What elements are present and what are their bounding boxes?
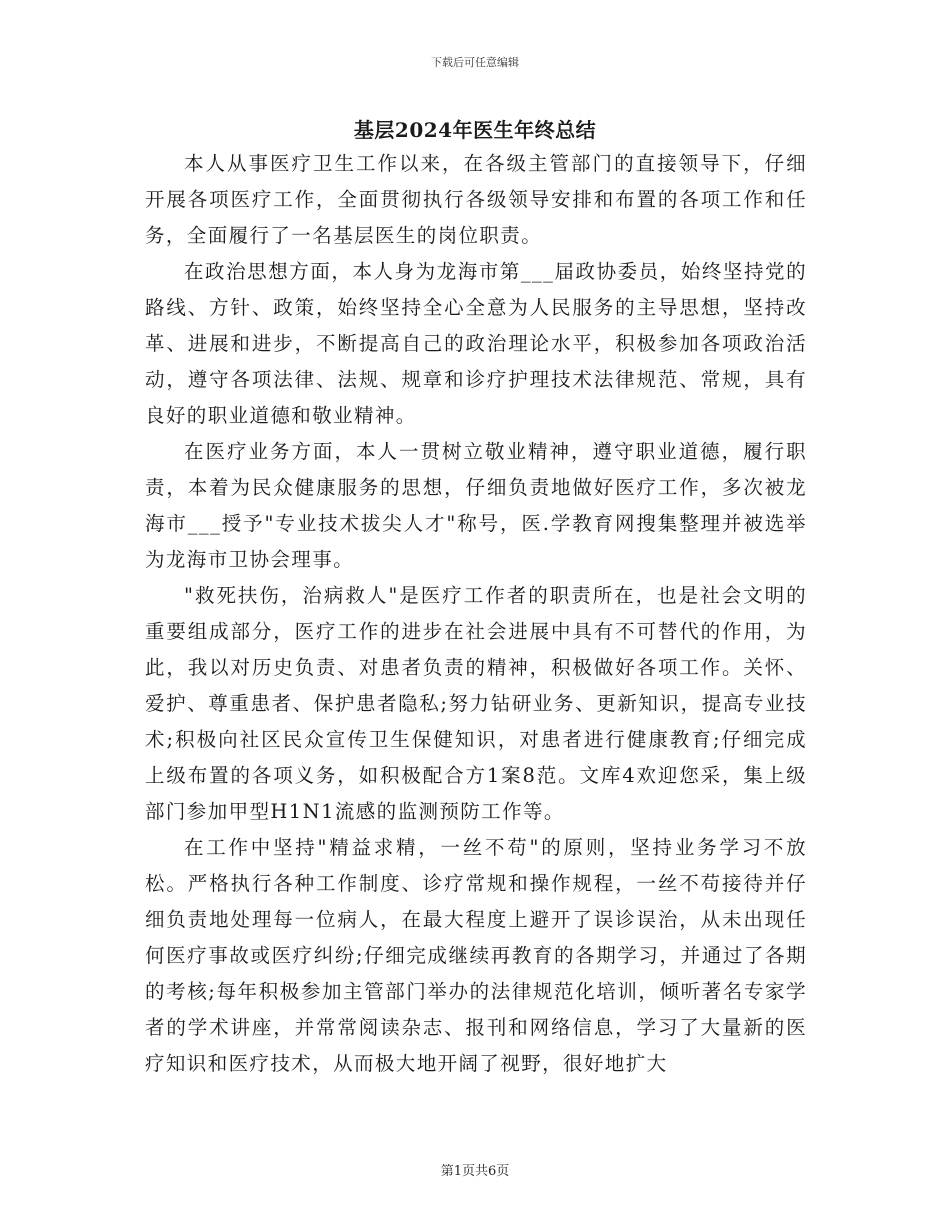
paragraph-principles: 在工作中坚持"精益求精，一丝不苟"的原则，坚持业务学习不放松。严格执行各种工作制度、诊疗常规和操作规程，一丝不苟接待并仔细负责地处理每一位病人，在最大程度上避开了误诊误治，从未出现任何医疗事故或医疗纠纷;仔细完成继续再教育的各期学习，并通过了各期的考核;每年积极参加主管部门举办的法律规范化培训，倾听著名专家学者的学术讲座，并常常阅读杂志、报刊和网络信息，学习了大量新的医疗知识和医疗技术，从而极大地开阔了视野，很好地扩大	[145, 836, 807, 1075]
paragraph-medical-work: 在医疗业务方面，本人一贯树立敬业精神，遵守职业道德，履行职责，本着为民众健康服务的思想，仔细负责地做好医疗工作，多次被龙海市___授予"专业技术拔尖人才"称号，医.学教育网搜集整理并被选举为龙海市卫协会理事。	[145, 440, 807, 571]
page-number: 第1页共6页	[440, 1164, 510, 1179]
paragraph-duty: "救死扶伤，治病救人"是医疗工作者的职责所在，也是社会文明的重要组成部分，医疗工作的进步在社会进展中具有不可替代的作用，为此，我以对历史负责、对患者负责的精神，积极做好各项工作。关怀、爱护、尊重患者、保护患者隐私;努力钻研业务、更新知识，提高专业技术;积极向社区民众宣传卫生保健知识，对患者进行健康教育;仔细完成上级布置的各项义务，如积极配合方1案8范。文库4欢迎您采，集上级部门参加甲型H1N1流感的监测预防工作等。	[145, 584, 807, 823]
document-body	[145, 146, 807, 1082]
page-header-note: 下载后可任意编辑	[431, 56, 519, 69]
document-title: 基层2024年医生年终总结	[353, 118, 597, 142]
paragraph-intro: 本人从事医疗卫生工作以来，在各级主管部门的直接领导下，仔细开展各项医疗工作，全面贯彻执行各级领导安排和布置的各项工作和任务，全面履行了一名基层医生的岗位职责。	[145, 152, 807, 247]
paragraph-political: 在政治思想方面，本人身为龙海市第___届政协委员，始终坚持党的路线、方针、政策，始终坚持全心全意为人民服务的主导思想，坚持改革、进展和进步，不断提高自己的政治理论水平，积极参加各项政治活动，遵守各项法律、法规、规章和诊疗护理技术法律规范、常规，具有良好的职业道德和敬业精神。	[145, 260, 807, 427]
